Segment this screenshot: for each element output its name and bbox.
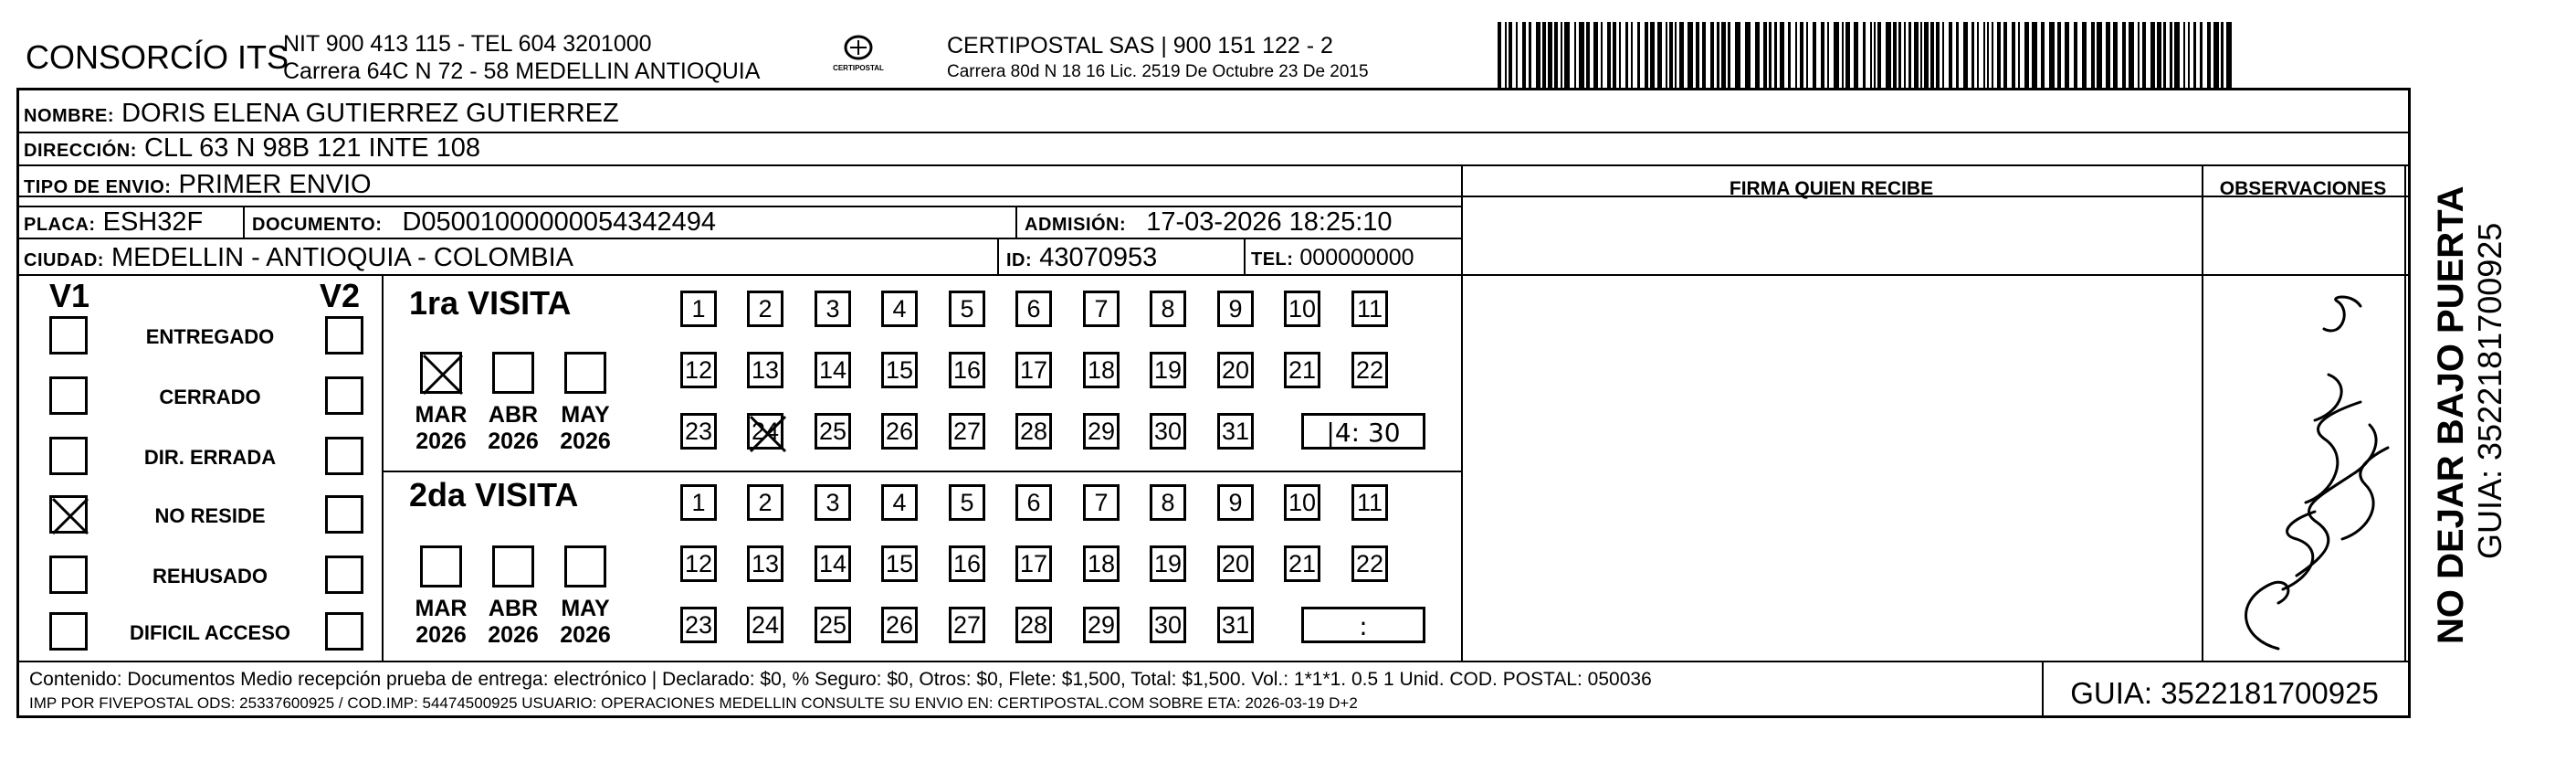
visit1-day-box[interactable]: 14 — [815, 352, 851, 388]
visit1-day-box[interactable]: 12 — [680, 352, 717, 388]
v2-label: V2 — [320, 277, 361, 314]
visit1-day-box[interactable]: 21 — [1284, 352, 1320, 388]
ciudad-row — [24, 245, 573, 271]
visit1-day-box[interactable]: 9 — [1217, 291, 1254, 327]
status-label: REHUSADO — [152, 565, 268, 587]
v1-checkbox[interactable] — [49, 376, 88, 415]
visit1-day-box[interactable]: 16 — [949, 352, 985, 388]
visit1-time-box[interactable] — [1301, 413, 1425, 450]
admision-label: ADMISIÓN: — [1025, 215, 1127, 235]
visit1-day-box[interactable]: 31 — [1217, 413, 1254, 450]
footer-guia: GUIA: 3522181700925 — [2070, 676, 2379, 710]
v1-label: V1 — [49, 277, 90, 314]
id-label: ID: — [1006, 250, 1033, 270]
admision-row — [1025, 209, 1393, 236]
visit1-day-box[interactable]: 10 — [1284, 291, 1320, 327]
status-label: DIR. ERRADA — [143, 446, 277, 469]
visit2-day-box[interactable]: 13 — [747, 545, 783, 582]
barcode — [1498, 22, 2233, 90]
visit2-year-label: 2026 — [488, 622, 539, 648]
v2-checkbox[interactable] — [325, 612, 363, 651]
visit2-day-box[interactable]: 20 — [1217, 545, 1254, 582]
visit2-day-box[interactable]: 6 — [1015, 484, 1052, 521]
visit2-time-value: : — [1359, 611, 1368, 641]
check-mark-icon — [747, 413, 789, 455]
visit2-day-box[interactable]: 31 — [1217, 607, 1254, 643]
footer-contenido: Contenido: Documentos Medio recepción prueba de entrega: electrónico | Declarado: $0, % Seguro: $0, Otros: $0, Flete: $1,500, Total: $1,500. Vol.: 1*1*1. 0.5 1 Unid. COD. POSTAL: 050036 — [29, 669, 1652, 690]
visit2-time-box[interactable] — [1301, 607, 1425, 643]
visit2-title: 2da VISITA — [409, 476, 579, 513]
status-label: CERRADO — [159, 386, 261, 408]
visit2-day-box[interactable]: 10 — [1284, 484, 1320, 521]
v1-checkbox[interactable] — [49, 612, 88, 651]
direccion-row — [24, 135, 480, 162]
courier-logo — [817, 27, 899, 80]
visit1-day-box[interactable]: 6 — [1015, 291, 1052, 327]
visit1-day-box[interactable]: 30 — [1150, 413, 1186, 450]
check-mark-icon — [420, 352, 466, 397]
v2-checkbox[interactable] — [325, 556, 363, 594]
id-row — [1006, 245, 1157, 271]
direccion-label: DIRECCIÓN: — [24, 141, 137, 161]
visit1-day-box[interactable]: 19 — [1150, 352, 1186, 388]
visit2-day-box[interactable]: 9 — [1217, 484, 1254, 521]
v2-checkbox[interactable] — [325, 437, 363, 475]
visit2-day-box[interactable]: 19 — [1150, 545, 1186, 582]
visit1-day-box[interactable]: 24 — [747, 413, 783, 450]
visit1-month-label: MAR — [415, 402, 468, 428]
visit2-day-box[interactable]: 2 — [747, 484, 783, 521]
visit2-month-checkbox[interactable] — [420, 545, 462, 587]
status-label: NO RESIDE — [154, 504, 266, 527]
ciudad-value: MEDELLIN - ANTIOQUIA - COLOMBIA — [111, 243, 573, 272]
courier-address: Carrera 80d N 18 16 Lic. 2519 De Octubre 23 De 2015 — [947, 62, 1369, 81]
side-no-dejar: NO DEJAR BAJO PUERTA — [2431, 185, 2471, 644]
visit1-title: 1ra VISITA — [409, 284, 572, 322]
visit1-month-label: MAY — [561, 402, 610, 428]
documento-value: D05001000000054342494 — [402, 207, 716, 237]
visit1-year-label: 2026 — [488, 429, 539, 454]
tel-label: TEL: — [1251, 249, 1294, 270]
visit1-day-box[interactable]: 13 — [747, 352, 783, 388]
visit2-day-box[interactable]: 15 — [881, 545, 918, 582]
visit2-day-box[interactable]: 11 — [1351, 484, 1388, 521]
v2-checkbox[interactable] — [325, 376, 363, 415]
visit2-month-checkbox[interactable] — [492, 545, 534, 587]
visit2-day-box[interactable]: 30 — [1150, 607, 1186, 643]
firma-label: FIRMA QUIEN RECIBE — [1729, 178, 1934, 199]
company-address: Carrera 64C N 72 - 58 MEDELLIN ANTIOQUIA — [283, 58, 761, 84]
visit1-day-box[interactable]: 11 — [1351, 291, 1388, 327]
visit1-day-box[interactable]: 8 — [1150, 291, 1186, 327]
ciudad-label: CIUDAD: — [24, 250, 104, 270]
visit1-year-label: 2026 — [415, 429, 467, 454]
nombre-value: DORIS ELENA GUTIERREZ GUTIERREZ — [121, 99, 619, 128]
v2-checkbox[interactable] — [325, 495, 363, 534]
visit2-day-box[interactable]: 18 — [1083, 545, 1120, 582]
tipo-value: PRIMER ENVIO — [178, 170, 372, 199]
visit2-day-box[interactable]: 21 — [1284, 545, 1320, 582]
visit2-month-checkbox[interactable] — [564, 545, 606, 587]
visit2-day-box[interactable]: 8 — [1150, 484, 1186, 521]
courier-name: CERTIPOSTAL SAS | 900 151 122 - 2 — [947, 33, 1333, 58]
visit1-day-box[interactable]: 28 — [1015, 413, 1052, 450]
placa-row — [24, 209, 203, 236]
visit2-day-box[interactable]: 22 — [1351, 545, 1388, 582]
logo-text: CERTIPOSTAL — [833, 64, 884, 72]
visit1-month-checkbox[interactable] — [492, 352, 534, 394]
visit1-day-box[interactable]: 5 — [949, 291, 985, 327]
visit2-day-box[interactable]: 23 — [680, 607, 717, 643]
admision-value: 17-03-2026 18:25:10 — [1146, 207, 1393, 237]
tel-row — [1251, 247, 1414, 270]
nombre-label: NOMBRE: — [24, 106, 115, 126]
visit1-day-box[interactable]: 1 — [680, 291, 717, 327]
visit1-day-box[interactable]: 26 — [881, 413, 918, 450]
visit2-year-label: 2026 — [415, 622, 467, 648]
visit1-day-box[interactable]: 17 — [1015, 352, 1052, 388]
visit2-day-box[interactable]: 25 — [815, 607, 851, 643]
visit1-month-checkbox[interactable] — [420, 352, 462, 394]
v1-checkbox[interactable] — [49, 316, 88, 355]
status-label: ENTREGADO — [145, 325, 275, 348]
visit2-day-box[interactable]: 27 — [949, 607, 985, 643]
company-nit: NIT 900 413 115 - TEL 604 3201000 — [283, 31, 652, 57]
visit1-day-box[interactable]: 27 — [949, 413, 985, 450]
visit1-day-box[interactable]: 23 — [680, 413, 717, 450]
visit2-day-box[interactable]: 7 — [1083, 484, 1120, 521]
tipo-label: TIPO DE ENVIO: — [24, 177, 172, 197]
visit1-month-checkbox[interactable] — [564, 352, 606, 394]
visit2-month-label: MAY — [561, 596, 610, 621]
footer-imp: IMP POR FIVEPOSTAL ODS: 25337600925 / COD.IMP: 54474500925 USUARIO: OPERACIONES MEDELLIN CONSULTE SU ENVIO EN: CERTIPOSTAL.COM SOBRE ETA: 2026-03-19 D+2 — [29, 694, 1358, 712]
v2-checkbox[interactable] — [325, 316, 363, 355]
status-label: DIFICIL ACCESO — [129, 621, 290, 644]
visit1-year-label: 2026 — [560, 429, 611, 454]
documento-row — [252, 209, 716, 236]
visit2-day-box[interactable]: 4 — [881, 484, 918, 521]
visit2-day-box[interactable]: 3 — [815, 484, 851, 521]
visit2-day-box[interactable]: 24 — [747, 607, 783, 643]
visit2-day-box[interactable]: 16 — [949, 545, 985, 582]
visit2-day-box[interactable]: 26 — [881, 607, 918, 643]
placa-label: PLACA: — [24, 215, 96, 235]
visit2-month-label: ABR — [488, 596, 539, 621]
observaciones-label: OBSERVACIONES — [2219, 178, 2387, 199]
visit2-day-box[interactable]: 17 — [1015, 545, 1052, 582]
id-value: 43070953 — [1039, 243, 1158, 272]
direccion-value: CLL 63 N 98B 121 INTE 108 — [143, 133, 481, 163]
visit1-day-box[interactable]: 25 — [815, 413, 851, 450]
recipient-signature — [2214, 274, 2397, 658]
company-name: CONSORCÍO ITS — [26, 38, 289, 76]
visit1-day-box[interactable]: 22 — [1351, 352, 1388, 388]
visit1-day-box[interactable]: 3 — [815, 291, 851, 327]
visit2-day-box[interactable]: 12 — [680, 545, 717, 582]
visit1-day-box[interactable]: 7 — [1083, 291, 1120, 327]
side-guia: GUIA: 3522181700925 — [2471, 222, 2508, 559]
visit1-day-box[interactable]: 15 — [881, 352, 918, 388]
visit2-day-box[interactable]: 5 — [949, 484, 985, 521]
visit2-day-box[interactable]: 1 — [680, 484, 717, 521]
documento-label: DOCUMENTO: — [252, 215, 383, 235]
visit1-time-value: |4: 30 — [1326, 418, 1401, 448]
visit2-month-label: MAR — [415, 596, 468, 621]
visit2-day-box[interactable]: 29 — [1083, 607, 1120, 643]
visit2-year-label: 2026 — [560, 622, 611, 648]
visit1-day-box[interactable]: 18 — [1083, 352, 1120, 388]
visit1-day-box[interactable]: 20 — [1217, 352, 1254, 388]
placa-value: ESH32F — [102, 207, 204, 237]
v1-checkbox[interactable] — [49, 495, 88, 534]
visit1-day-box[interactable]: 2 — [747, 291, 783, 327]
v1-checkbox[interactable] — [49, 437, 88, 475]
tipo-row — [24, 172, 372, 198]
nombre-row — [24, 101, 619, 127]
visit1-month-label: ABR — [488, 402, 539, 428]
visit2-day-box[interactable]: 14 — [815, 545, 851, 582]
check-mark-icon — [49, 495, 91, 537]
visit2-day-box[interactable]: 28 — [1015, 607, 1052, 643]
visit1-day-box[interactable]: 29 — [1083, 413, 1120, 450]
tel-value: 000000000 — [1299, 245, 1414, 270]
v1-checkbox[interactable] — [49, 556, 88, 594]
visit1-day-box[interactable]: 4 — [881, 291, 918, 327]
